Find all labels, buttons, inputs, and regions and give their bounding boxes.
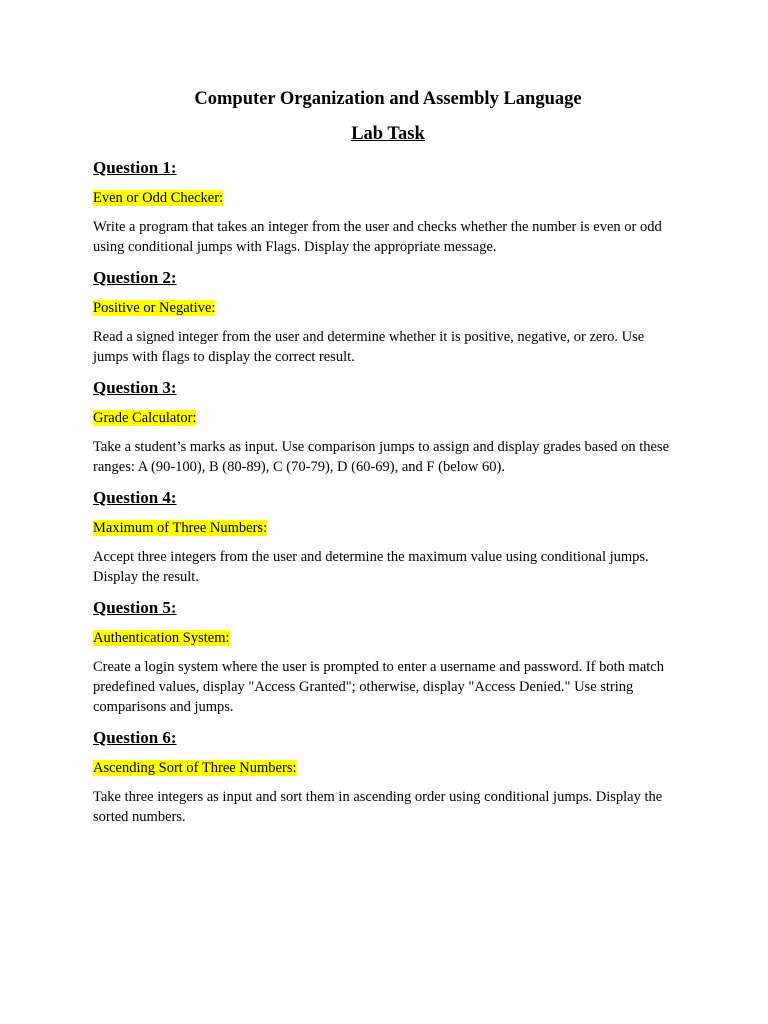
question-topic [93, 409, 683, 427]
question-heading: Question 6: [93, 728, 177, 747]
question-topic [93, 519, 683, 537]
highlighted-topic: Positive or Negative: [93, 300, 216, 316]
question-3 [93, 378, 683, 477]
question-body: Take a student’s marks as input. Use comparison jumps to assign and display grades based on these ranges: A (90-100), B (80-89), C (70-79), D (60-69), and F (below 60). [93, 439, 670, 475]
question-4 [93, 488, 683, 587]
question-topic [93, 629, 683, 647]
question-topic [93, 299, 683, 317]
question-topic [93, 759, 683, 777]
question-6 [93, 728, 683, 827]
question-heading: Question 3: [93, 378, 177, 397]
document-subtitle: Lab Task [351, 124, 425, 144]
question-body: Take three integers as input and sort them in ascending order using conditional jumps. Display the sorted numbers. [93, 789, 663, 825]
question-heading: Question 5: [93, 598, 177, 617]
highlighted-topic: Authentication System: [93, 630, 230, 646]
highlighted-topic: Ascending Sort of Three Numbers: [93, 760, 297, 776]
question-heading: Question 2: [93, 268, 177, 287]
question-topic [93, 189, 683, 207]
question-body: Write a program that takes an integer from the user and checks whether the number is even or odd using conditional jumps with Flags. Display the appropriate message. [93, 219, 662, 255]
document-title: Computer Organization and Assembly Language [194, 89, 582, 109]
document-page [93, 88, 683, 827]
question-heading: Question 4: [93, 488, 177, 507]
highlighted-topic: Grade Calculator: [93, 410, 197, 426]
question-body: Create a login system where the user is prompted to enter a username and password. If both match predefined values, display "Access Granted"; otherwise, display "Access Denied." Use string comparisons and jumps. [93, 659, 664, 715]
highlighted-topic: Maximum of Three Numbers: [93, 520, 268, 536]
question-body: Accept three integers from the user and determine the maximum value using conditional jumps. Display the result. [93, 549, 649, 585]
question-body: Read a signed integer from the user and determine whether it is positive, negative, or zero. Use jumps with flags to display the correct result. [93, 329, 645, 365]
question-2 [93, 268, 683, 367]
question-5 [93, 598, 683, 717]
question-heading: Question 1: [93, 158, 177, 177]
question-1 [93, 158, 683, 257]
highlighted-topic: Even or Odd Checker: [93, 190, 224, 206]
